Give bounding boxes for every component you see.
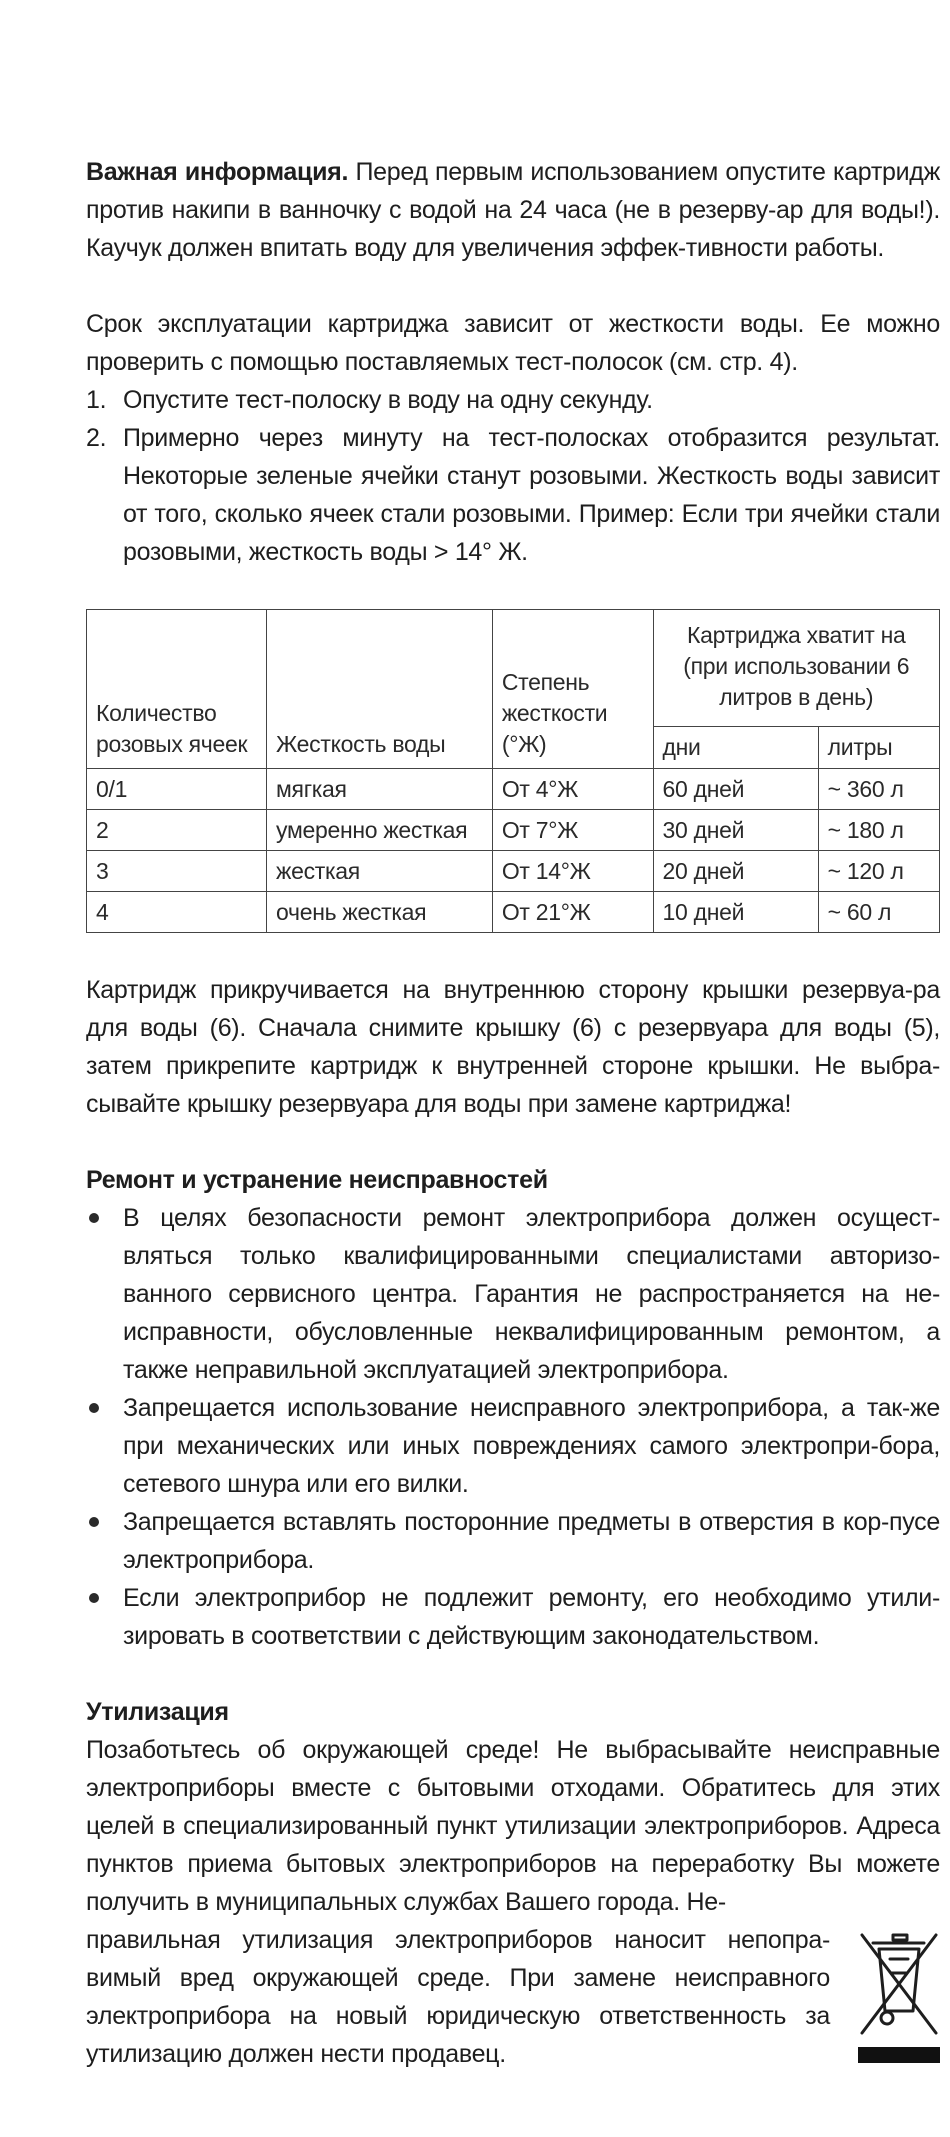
cartridge-mount-paragraph: Картридж прикручивается на внутреннюю сторону крышки резервуа-ра для воды (6). Сначала снимите крышку (6) с резервуара для воды (5), затем прикрепите картридж к внутренней стороне крышки. Не выбра-сывайте крышку резервуара для воды при замене картриджа! bbox=[86, 976, 940, 1118]
header-liters: литры bbox=[818, 727, 939, 769]
header-days: дни bbox=[653, 727, 818, 769]
cell-degree: От 21°Ж bbox=[492, 892, 653, 933]
step-number: 1. bbox=[86, 386, 107, 414]
water-hardness-table bbox=[86, 609, 940, 933]
cell-pink-count: 2 bbox=[87, 810, 267, 851]
repair-list bbox=[86, 1199, 940, 1655]
header-hardness-degree: Степень жесткости (°Ж) bbox=[492, 610, 653, 769]
important-info-paragraph bbox=[86, 153, 940, 267]
cell-liters: ~ 180 л bbox=[818, 810, 939, 851]
cell-liters: ~ 360 л bbox=[818, 769, 939, 810]
header-pink-cells: Количество розовых ячеек bbox=[87, 610, 267, 769]
disposal-section bbox=[86, 1731, 940, 2073]
crossed-out-wheelie-bin-icon bbox=[858, 1929, 940, 2065]
cell-liters: ~ 120 л bbox=[818, 851, 939, 892]
hardness-intro: Срок эксплуатации картриджа зависит от жесткости воды. Ее можно проверить с помощью поставляемых тест-полосок (см. стр. 4). bbox=[86, 310, 940, 376]
cell-degree: От 4°Ж bbox=[492, 769, 653, 810]
cell-pink-count: 4 bbox=[87, 892, 267, 933]
table-row bbox=[87, 810, 940, 851]
cell-pink-count: 0/1 bbox=[87, 769, 267, 810]
disposal-heading: Утилизация bbox=[86, 1698, 229, 1726]
disposal-text-full: Позаботьтесь об окружающей среде! Не выбрасывайте неисправные электроприборы вместе с бытовыми отходами. Обратитесь для этих целей в специализированный пункт утилизации электроприборов. Адреса пунктов приема бытовых электроприборов на переработку Вы можете получить в муниципальных службах Вашего города. Не- bbox=[86, 1736, 940, 1916]
list-item: В целях безопасности ремонт электроприбора должен осущест-вляться только квалифицированными специалистами авторизо-ванного сервисного центра. Гарантия не распространяется на не-исправности, обусловленные неквалифицированным ремонтом, а также неправильной эксплуатацией электроприбора. bbox=[86, 1199, 940, 1389]
cell-degree: От 14°Ж bbox=[492, 851, 653, 892]
table-row bbox=[87, 892, 940, 933]
important-info-text: Перед первым использованием опустите картридж против накипи в ванночку с водой на 24 часа (не в резерву-ар для воды!). Каучук должен впитать воду для увеличения эффек-тивности работы. bbox=[86, 158, 940, 262]
list-item: Запрещается вставлять посторонние предметы в отверстия в кор-пусе электроприбора. bbox=[86, 1503, 940, 1579]
cell-pink-count: 3 bbox=[87, 851, 267, 892]
step-text: Примерно через минуту на тест-полосках отобразится результат. Некоторые зеленые ячейки станут розовыми. Жесткость воды зависит от того, сколько ячеек стали розовыми. Пример: Если три ячейки стали розовыми, жесткость воды > 14° Ж. bbox=[123, 424, 940, 566]
cell-hardness: умеренно жесткая bbox=[267, 810, 493, 851]
cell-days: 30 дней bbox=[653, 810, 818, 851]
list-item: Запрещается использование неисправного электроприбора, а так-же при механических или иных повреждениях самого электропри-бора, сетевого шнура или его вилки. bbox=[86, 1389, 940, 1503]
manual-page bbox=[86, 153, 940, 2073]
step-number: 2. bbox=[86, 424, 107, 452]
header-water-hardness: Жесткость воды bbox=[267, 610, 493, 769]
important-info-lead: Важная информация. bbox=[86, 158, 349, 186]
cell-hardness: мягкая bbox=[267, 769, 493, 810]
cell-liters: ~ 60 л bbox=[818, 892, 939, 933]
cell-days: 10 дней bbox=[653, 892, 818, 933]
table-row bbox=[87, 769, 940, 810]
step-text: Опустите тест-полоску в воду на одну секунду. bbox=[123, 386, 653, 414]
cell-degree: От 7°Ж bbox=[492, 810, 653, 851]
disposal-text-narrow: правильная утилизация электроприборов наносит непопра-вимый вред окружающей среде. При замене неисправного электроприбора на новый юридическую ответственность за утилизацию должен нести продавец. bbox=[86, 1926, 830, 2068]
list-item: Если электроприбор не подлежит ремонту, его необходимо утили-зировать в соответствии с действующим законодательством. bbox=[86, 1579, 940, 1655]
cell-hardness: жесткая bbox=[267, 851, 493, 892]
list-item bbox=[86, 419, 940, 571]
disposal-paragraph bbox=[86, 1731, 940, 2073]
test-steps-list bbox=[86, 381, 940, 571]
table-row bbox=[87, 851, 940, 892]
list-item bbox=[86, 381, 940, 419]
cell-days: 60 дней bbox=[653, 769, 818, 810]
repair-heading: Ремонт и устранение неисправностей bbox=[86, 1166, 548, 1194]
cell-hardness: очень жесткая bbox=[267, 892, 493, 933]
header-cartridge-duration: Картриджа хватит на (при использовании 6 литров в день) bbox=[653, 610, 940, 727]
cell-days: 20 дней bbox=[653, 851, 818, 892]
